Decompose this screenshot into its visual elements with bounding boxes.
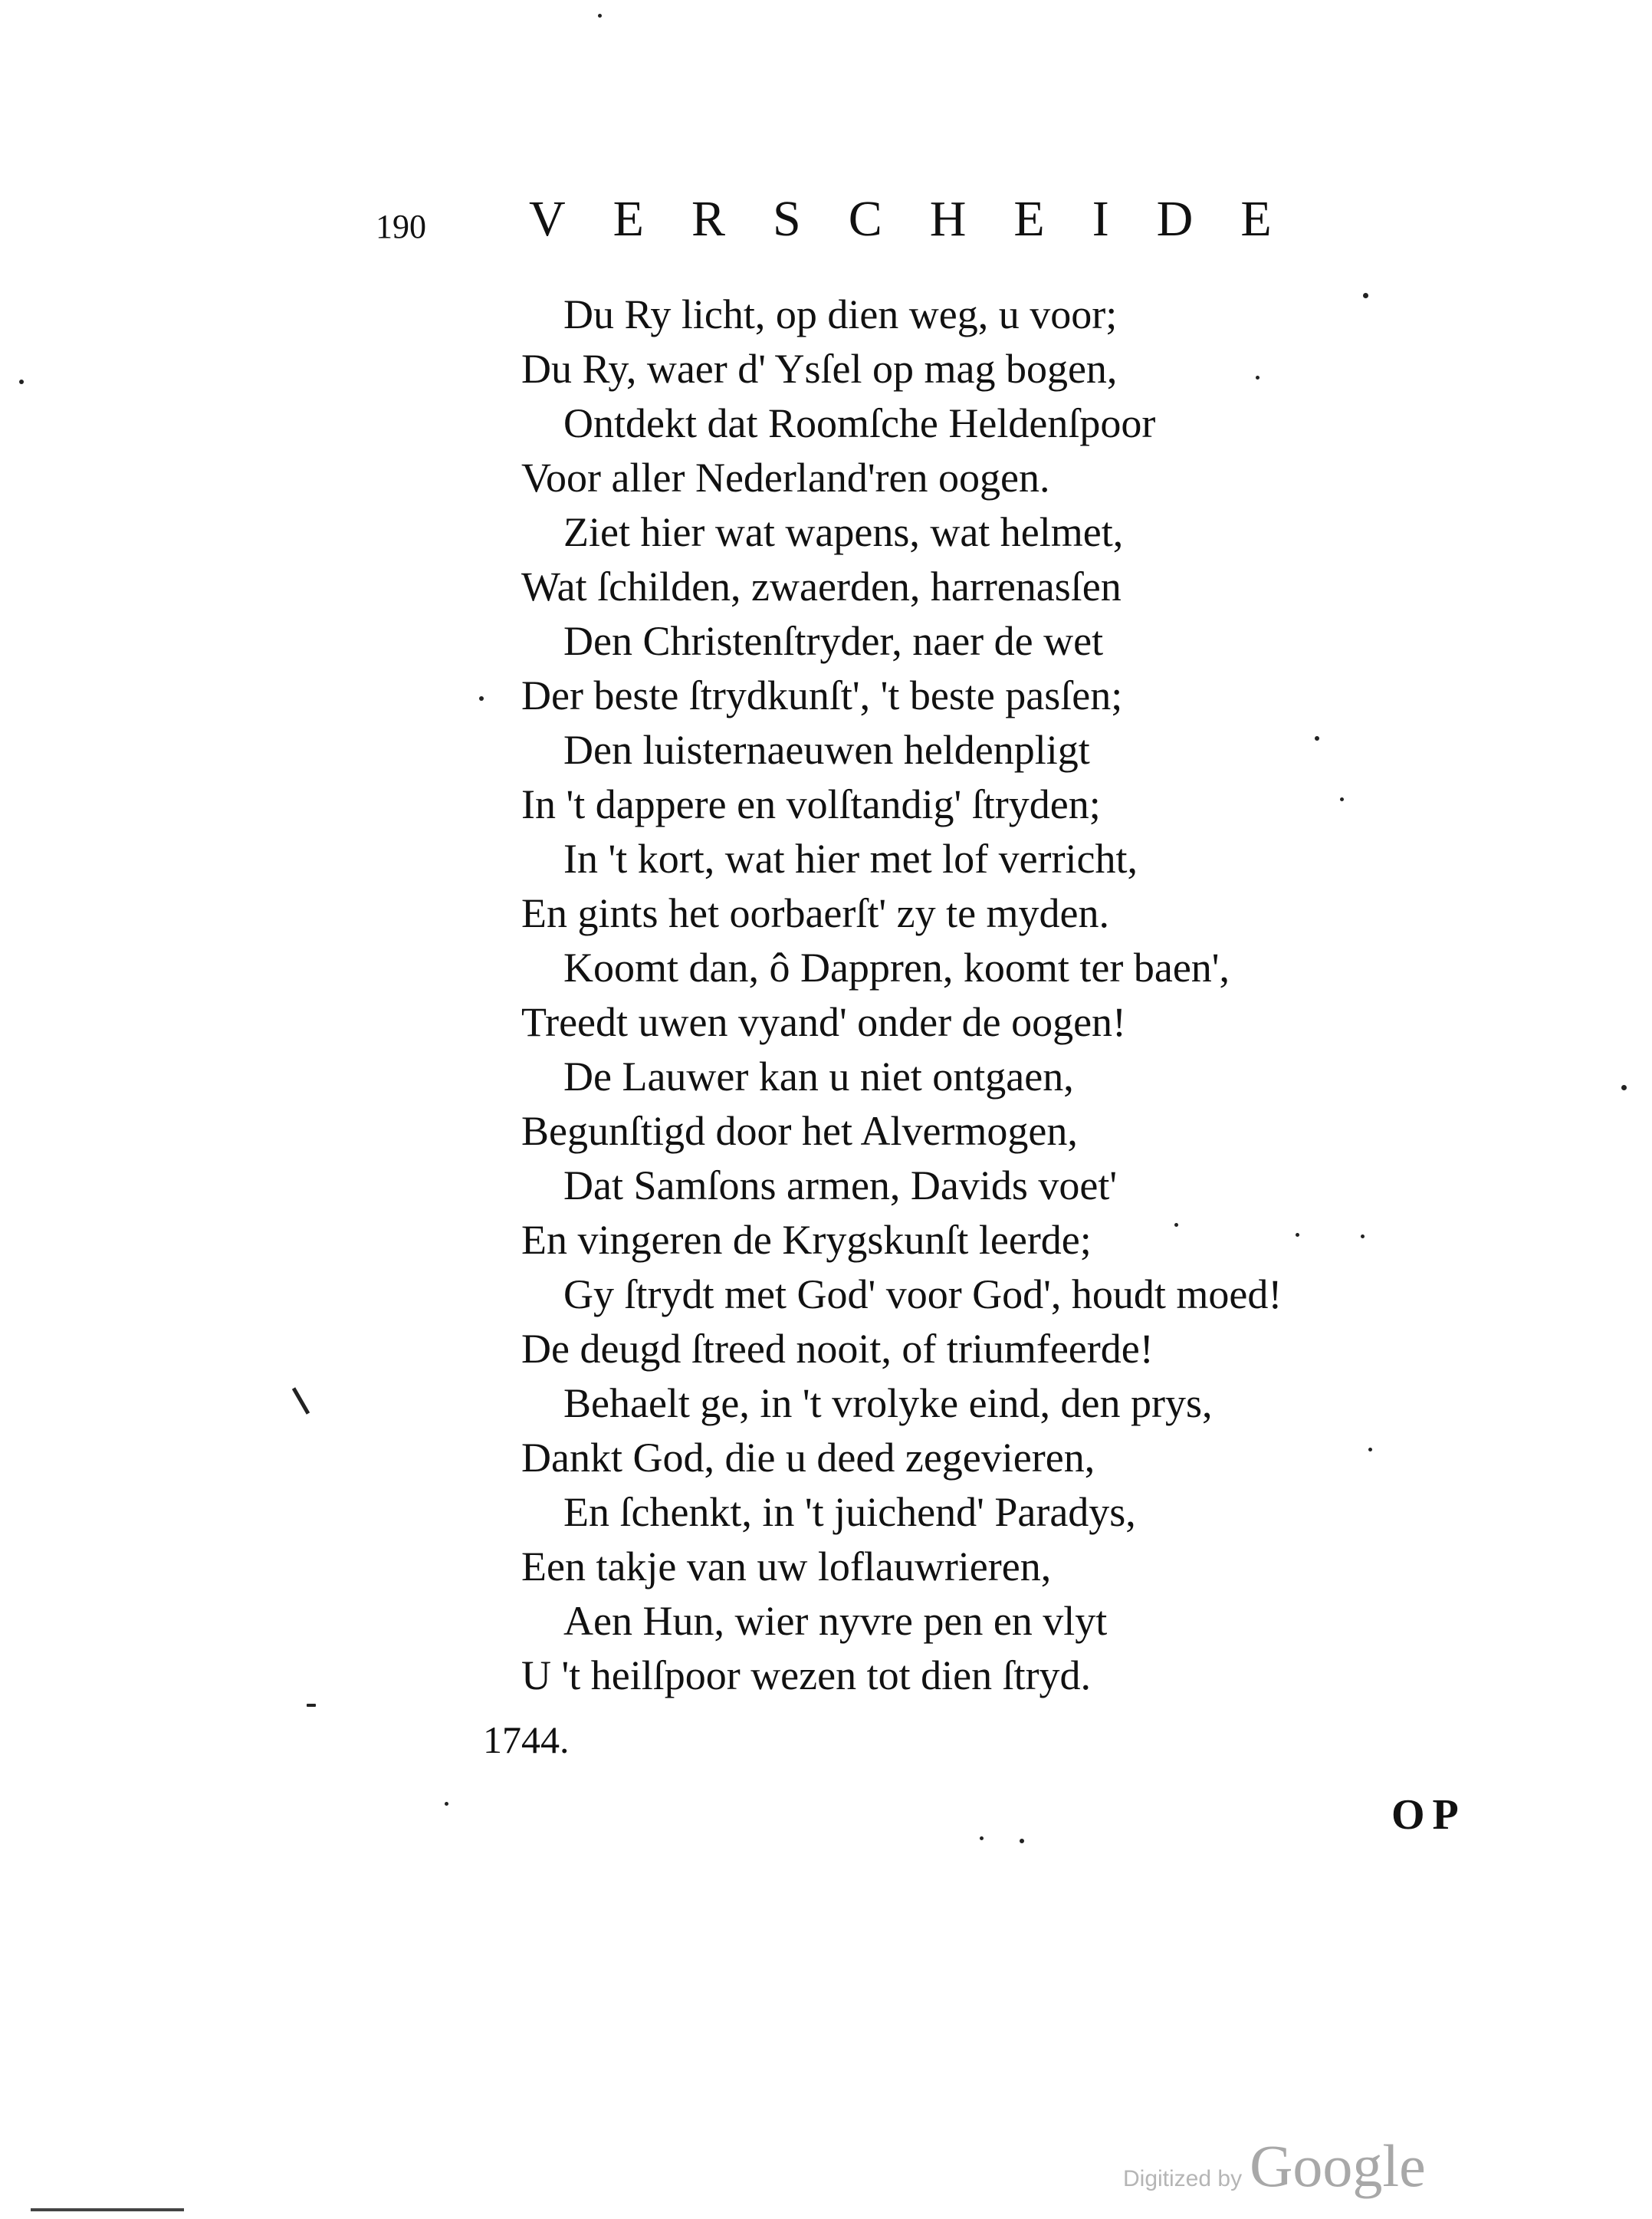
verse-line: In 't kort, wat hier met lof verricht,: [563, 836, 1138, 882]
verse-line: Voor aller Nederland'ren oogen.: [521, 455, 1050, 501]
scan-speck: [1361, 1234, 1365, 1238]
scan-speck: [445, 1802, 448, 1806]
scan-speck: [1621, 1085, 1627, 1090]
watermark-small-text: Digitized by: [1123, 2166, 1243, 2191]
scan-speck: [1368, 1448, 1372, 1451]
verse-line: Du Ry licht, op dien weg, u voor;: [563, 291, 1118, 337]
scan-speck: [1363, 293, 1368, 298]
verse-line: Treedt uwen vyand' onder de oogen!: [521, 999, 1127, 1045]
verse-line: Den Christenſtryder, naer de wet: [563, 618, 1104, 664]
scan-speck: [307, 1704, 316, 1707]
verse-line: Begunſtigd door het Alvermogen,: [521, 1108, 1078, 1154]
digitized-watermark: [1123, 2132, 1426, 2201]
scan-speck: [1020, 1839, 1024, 1843]
verse-line: Dankt God, die u deed zegevieren,: [521, 1435, 1095, 1481]
scan-speck: [1256, 376, 1260, 380]
verse-line: De Lauwer kan u niet ontgaen,: [563, 1054, 1074, 1100]
page-number: 190: [376, 208, 426, 245]
verse-line: Du Ry, waer d' Ysſel op mag bogen,: [521, 346, 1118, 392]
verse-line: Aen Hun, wier nyvre pen en vlyt: [563, 1598, 1108, 1644]
scan-speck: [1340, 797, 1344, 801]
date-line: 1744.: [483, 1718, 570, 1761]
scan-speck: [598, 14, 602, 18]
verse-line: Behaelt ge, in 't vrolyke eind, den prys,: [563, 1380, 1213, 1426]
verse-line: Dat Samſons armen, Davids voet': [563, 1162, 1118, 1208]
verse-line: Den luisternaeuwen heldenpligt: [563, 727, 1090, 773]
verse-line: De deugd ſtreed nooit, of triumfeerde!: [521, 1326, 1154, 1372]
verse-line: En vingeren de Krygskunſt leerde;: [521, 1217, 1092, 1263]
catchword: OP: [1391, 1791, 1466, 1839]
verse-line: Gy ſtrydt met God' voor God', houdt moed!: [563, 1271, 1283, 1317]
scan-speck: [1296, 1233, 1299, 1237]
verse-line: In 't dappere en volſtandig' ſtryden;: [521, 781, 1101, 827]
verse-line: Wat ſchilden, zwaerden, harrenasſen: [521, 564, 1122, 610]
running-head: VERSCHEIDE: [529, 191, 1319, 247]
verse-line: Ziet hier wat wapens, wat helmet,: [563, 509, 1124, 555]
bottom-rule: [31, 2208, 184, 2211]
scan-speck: [479, 696, 484, 701]
verse-line: En gints het oorbaerſt' zy te myden.: [521, 890, 1110, 936]
verse-line: Ontdekt dat Roomſche Heldenſpoor: [563, 400, 1156, 446]
scan-speck: [1174, 1223, 1178, 1227]
scan-speck: [980, 1836, 984, 1840]
scan-stroke-mark: [292, 1387, 310, 1414]
scan-speck: [19, 380, 24, 384]
page-header: [376, 190, 1372, 259]
scan-speck: [1315, 736, 1319, 741]
verse-line: U 't heilſpoor wezen tot dien ſtryd.: [521, 1652, 1092, 1698]
verse-line: Der beste ſtrydkunſt', 't beste pasſen;: [521, 672, 1123, 718]
verse-line: En ſchenkt, in 't juichend' Paradys,: [563, 1489, 1136, 1535]
verse-line: Koomt dan, ô Dappren, koomt ter baen',: [563, 945, 1230, 991]
verse-line: Een takje van uw loflauwrieren,: [521, 1543, 1052, 1589]
watermark-logo-text: Google: [1250, 2132, 1426, 2199]
